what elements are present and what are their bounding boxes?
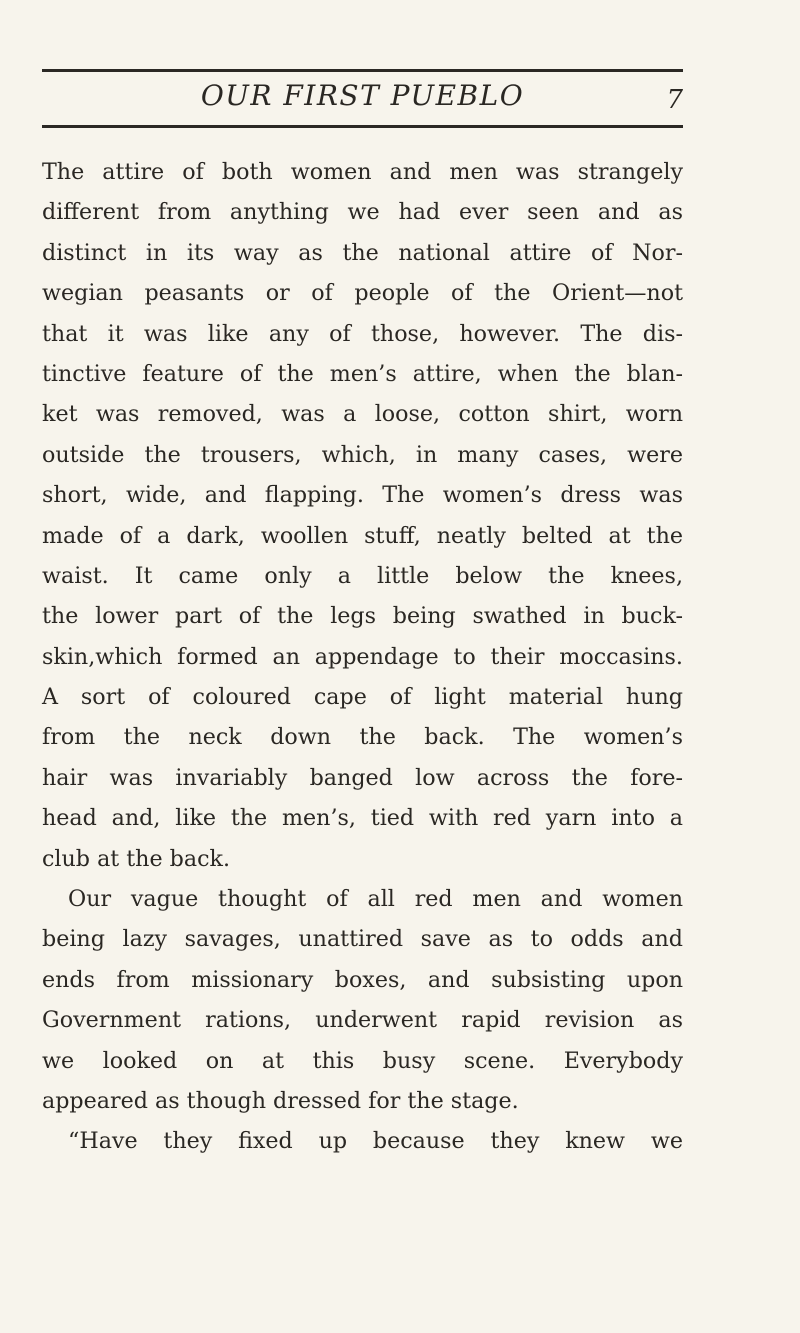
text-line: outside the trousers, which, in many cases, were [42,441,683,468]
text-line: tinctive feature of the men’s attire, when the blan- [42,360,683,387]
text-line: wegian peasants or of people of the Orient—not [42,280,683,307]
text-line: different from anything we had ever seen and as [42,199,683,226]
text-line: skin,which formed an appendage to their moccasins. [42,643,683,670]
page-header [42,76,683,120]
header-top-rule [42,69,683,72]
text-line: made of a dark, woollen stuff, neatly belted at the [42,522,683,549]
text-line: distinct in its way as the national attire of Nor- [42,239,683,266]
running-title: OUR FIRST PUEBLO [200,79,525,112]
text-line: waist. It came only a little below the knees, [42,562,683,589]
text-line: A sort of coloured cape of light material hung [42,684,683,711]
text-line: that it was like any of those, however. The dis- [42,320,683,347]
text-line: Our vague thought of all red men and women [68,886,683,913]
text-line: appeared as though dressed for the stage. [42,1087,519,1114]
header-bottom-rule [42,125,683,128]
text-line: short, wide, and flapping. The women’s dress was [42,482,683,509]
text-line: head and, like the men’s, tied with red yarn into a [42,805,683,832]
text-line: ends from missionary boxes, and subsisting upon [42,966,683,993]
page-number: 7 [666,85,683,115]
text-line: The attire of both women and men was strangely [42,159,683,185]
text-line: “Have they fixed up because they knew we [68,1128,683,1155]
text-line: we looked on at this busy scene. Everybody [42,1047,683,1074]
text-line: Government rations, underwent rapid revision as [42,1007,683,1034]
text-line: the lower part of the legs being swathed in buck- [42,603,683,630]
text-line: ket was removed, was a loose, cotton shirt, worn [42,401,683,428]
text-line: hair was invariably banged low across the fore- [42,764,683,791]
body-text [42,152,683,1162]
text-line: club at the back. [42,845,231,872]
text-line: from the neck down the back. The women’s [42,724,683,751]
text-line: being lazy savages, unattired save as to odds and [42,926,683,953]
